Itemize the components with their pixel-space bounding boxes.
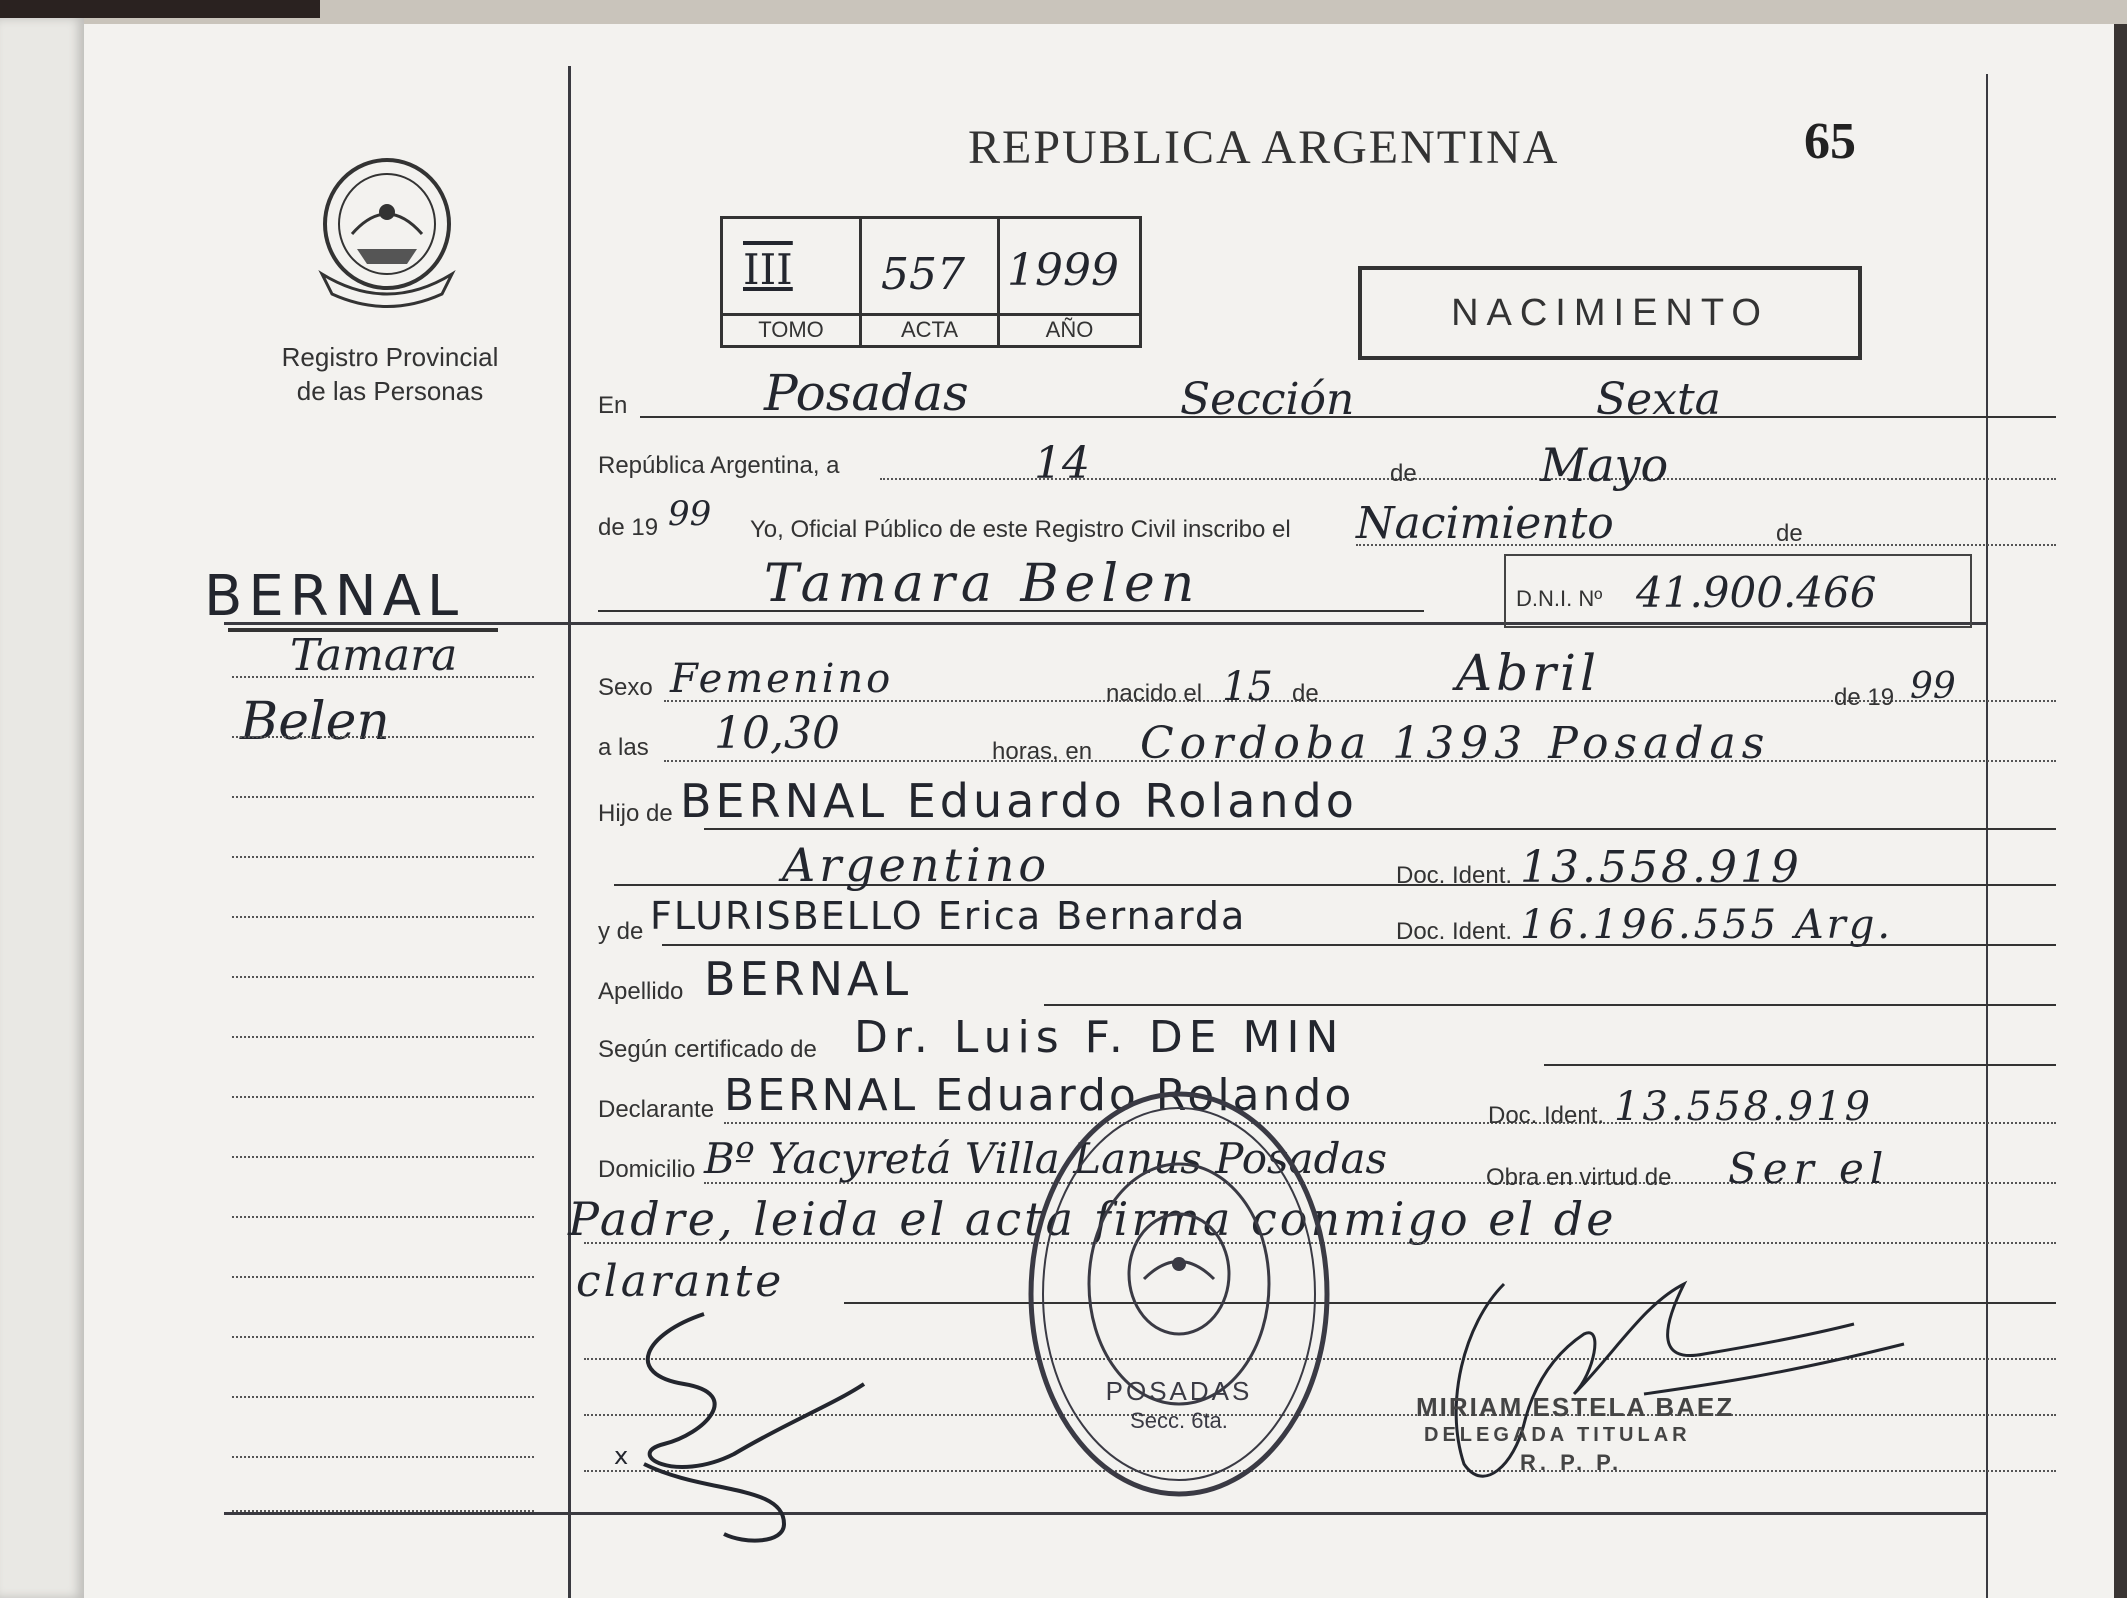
dni-value: 41.900.466	[1636, 568, 1877, 617]
sexo-value: Femenino	[670, 656, 894, 702]
left-page-edge	[0, 18, 84, 1598]
domicilio-label: Domicilio	[598, 1156, 696, 1183]
margin-line	[232, 1096, 534, 1098]
margin-name-line2: Belen	[240, 692, 390, 752]
record-type-box	[1358, 266, 1862, 360]
doc-label-mother: Doc. Ident.	[1396, 918, 1513, 945]
form-line	[1356, 544, 2056, 546]
apellido-value: BERNAL	[704, 952, 913, 1006]
declarante-label: Declarante	[598, 1096, 715, 1123]
margin-line	[232, 976, 534, 978]
alas-label: a las	[598, 734, 649, 761]
footer-separator	[224, 1512, 1986, 1515]
obra-value: Ser el	[1728, 1144, 1890, 1193]
mother-name: FLURISBELLO Erica Bernarda	[650, 894, 1247, 938]
margin-name-line1: Tamara	[290, 630, 458, 681]
form-line	[1044, 1004, 2056, 1006]
doc-label-declarante: Doc. Ident.	[1488, 1102, 1605, 1129]
margin-line	[232, 916, 534, 918]
stamp-city: POSADAS	[1105, 1376, 1253, 1406]
dni-box	[1504, 554, 1972, 628]
section-value: Sexta	[1596, 374, 1721, 425]
registry-stamp-icon	[1024, 1084, 1334, 1504]
mother-doc: 16.196.555 Arg.	[1520, 902, 1894, 948]
birth-year-value: 99	[1910, 666, 1956, 707]
official-title: DELEGADA TITULAR	[1424, 1424, 1691, 1446]
doc-label-father: Doc. Ident.	[1396, 862, 1513, 889]
margin-line	[232, 1396, 534, 1398]
declarante-value: BERNAL Eduardo Rolando	[724, 1070, 1355, 1121]
margin-line	[232, 676, 534, 678]
section-word: Sección	[1180, 374, 1355, 425]
sexo-label: Sexo	[598, 674, 653, 701]
inscribo-value: Nacimiento	[1356, 498, 1614, 549]
declarante-doc: 13.558.919	[1614, 1084, 1874, 1130]
margin-line	[232, 1336, 534, 1338]
ano-value: 1999	[1007, 245, 1119, 296]
year-prefix: de 19	[598, 514, 659, 541]
svg-text:x: x	[614, 1442, 629, 1470]
de-label: de	[1390, 460, 1417, 487]
father-name: BERNAL Eduardo Rolando	[680, 774, 1358, 828]
yde-label: y de	[598, 918, 644, 945]
acta-label: ACTA	[900, 317, 959, 342]
en-label: En	[598, 392, 628, 419]
registry-name-line1: Registro Provincial	[281, 342, 499, 372]
ano-label: AÑO	[1045, 317, 1094, 342]
form-line	[704, 828, 2056, 830]
birth-place: Cordoba 1393 Posadas	[1140, 718, 1771, 769]
apellido-label: Apellido	[598, 978, 684, 1005]
certificado-value: Dr. Luis F. DE MIN	[854, 1012, 1345, 1063]
domicilio-value: Bº Yacyretá Villa Lanus Posadas	[704, 1134, 1388, 1183]
margin-surname: BERNAL	[204, 564, 465, 629]
certificado-label: Según certificado de	[598, 1036, 817, 1063]
registry-name-line2: de las Personas	[296, 376, 484, 406]
child-name: Tamara Belen	[764, 554, 1201, 614]
dni-label: D.N.I. Nº	[1516, 586, 1603, 611]
margin-line	[232, 1276, 534, 1278]
right-border	[1986, 74, 1988, 1598]
hijo-label: Hijo de	[598, 800, 673, 827]
birth-year-label: de 19	[1834, 684, 1895, 711]
tomo-value: III	[743, 245, 793, 294]
tomo-label: TOMO	[758, 317, 824, 342]
closing-line-2: clarante	[576, 1256, 785, 1307]
republica-label: República Argentina, a	[598, 452, 840, 479]
page-number: 65	[1804, 113, 1856, 170]
registry-stamp	[1024, 1084, 1334, 1504]
margin-line	[232, 1156, 534, 1158]
margin-line	[232, 1510, 534, 1512]
record-type: NACIMIENTO	[1451, 292, 1769, 334]
margin-line	[232, 796, 534, 798]
birth-day: 15	[1222, 664, 1273, 710]
horas-label: horas, en	[992, 738, 1093, 765]
country-title: REPUBLICA ARGENTINA	[968, 121, 1560, 174]
birth-month: Abril	[1456, 644, 1600, 702]
official-signature-icon	[1384, 1244, 1944, 1504]
margin-line	[232, 1456, 534, 1458]
father-nationality: Argentino	[782, 838, 1051, 892]
closing-line-1: Padre, leida el acta firma conmigo el de	[568, 1192, 1617, 1246]
place-value: Posadas	[764, 364, 969, 422]
nacido-label: nacido el	[1106, 680, 1203, 707]
acta-value: 557	[881, 249, 965, 300]
birth-time: 10,30	[714, 708, 840, 759]
form-line	[598, 610, 1424, 612]
father-doc: 13.558.919	[1520, 842, 1802, 893]
margin-line	[232, 1216, 534, 1218]
de-label-2: de	[1776, 520, 1803, 547]
day-value: 14	[1034, 438, 1090, 489]
declarant-signature-icon	[584, 1294, 1004, 1554]
year-suffix: 99	[668, 494, 712, 534]
record-box	[720, 216, 1142, 348]
form-line	[1544, 1064, 2056, 1066]
official-name: MIRIAM ESTELA BAEZ	[1416, 1392, 1735, 1422]
column-divider	[568, 66, 571, 1598]
obra-label: Obra en virtud de	[1486, 1164, 1672, 1191]
margin-line	[232, 856, 534, 858]
document-page	[84, 24, 2114, 1598]
stamp-section: Secc. 6ta.	[1130, 1408, 1228, 1433]
official-abbr: R. P. P.	[1520, 1450, 1623, 1475]
month-value: Mayo	[1540, 438, 1669, 492]
margin-line	[232, 736, 534, 738]
province-seal-icon	[312, 154, 462, 314]
background-dark	[0, 0, 320, 18]
de-label-3: de	[1292, 680, 1319, 707]
inscribo-label: Yo, Oficial Público de este Registro Civil inscribo el	[750, 516, 1291, 543]
margin-line	[232, 1036, 534, 1038]
